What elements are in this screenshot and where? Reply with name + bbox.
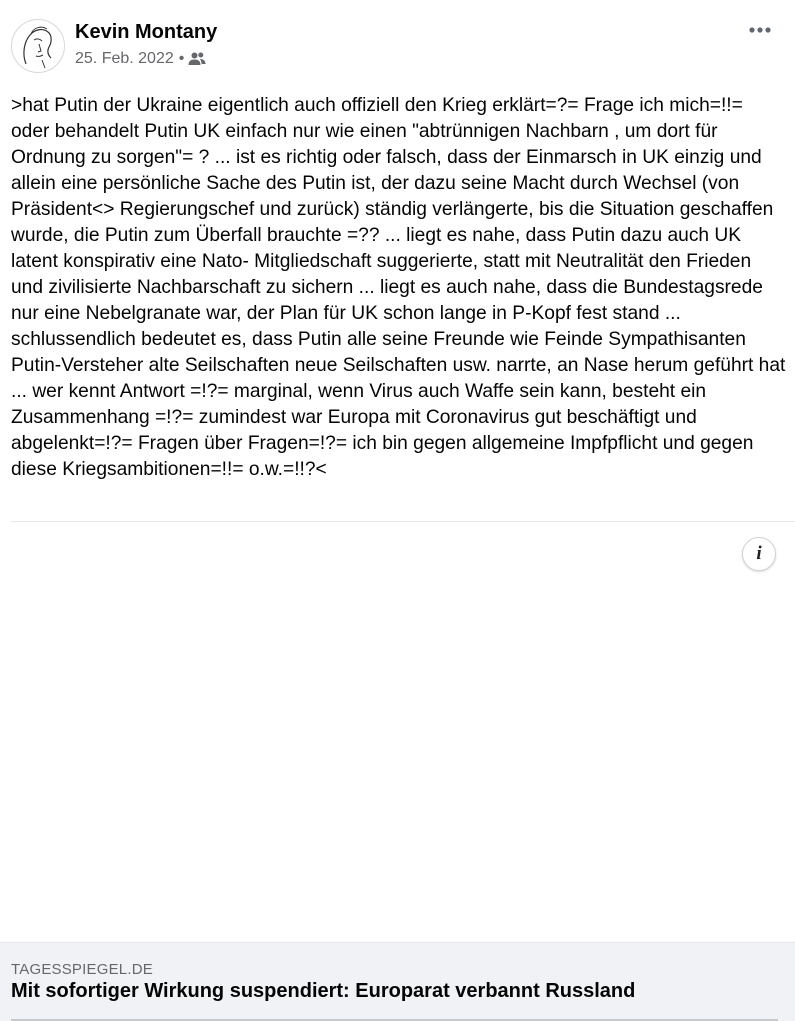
post-text: >hat Putin der Ukraine eigentlich auch offiziell den Krieg erklärt=?= Frage ich mich=!!= oder behandelt Putin UK einfach nur wie einen "abtrünnigen Nachbarn , um dort für Ordnung zu sorgen"= ? ... ist es richtig oder falsch, dass der Einmarsch in UK einzig und allein eine persönliche Sache des Putin ist, der dazu seine Macht durch Wechsel (von Präsident<> Regierungschef und zurück) ständig verlängerte, bis die Situation geschaffen wurde, die Putin zum Überfall brauchte =?? ... liegt es nahe, dass Putin dazu auch UK latent konspirativ eine Nato- Mitgliedschaft suggerierte, statt mit Neutralität den Frieden und zivilisierte Nachbarschaft zu sichern ... liegt es auch nahe, dass die Bundestagsrede nur eine Nebelgranate war, der Plan für UK schon lange in P-Kopf fest stand ... schlussendlich bedeutet es, dass Putin alle seine Freunde wie Feinde Sympathisanten Putin-Versteher alte Seilschaften neue Seilschaften usw. narrte, an Nase herum geführt hat ... wer kennt Antwort =!?= marginal, wenn Virus auch Waffe sein kann, besteht ein Zusammenhang =!?= zumindest war Europa mit Coronavirus gut beschäftigt und abgelenkt=!?= Fragen über Fragen=!?= ich bin gegen allgemeine Impfpflicht und gegen diese Kriegsambitionen=!!= o.w.=!!?< xyxy=(11,95,786,480)
avatar[interactable] xyxy=(11,19,65,73)
friends-icon[interactable] xyxy=(188,51,206,67)
post-header xyxy=(0,0,795,90)
link-preview-card[interactable] xyxy=(0,942,795,1021)
author-name[interactable]: Kevin Montany xyxy=(75,21,218,43)
info-icon[interactable]: i xyxy=(742,537,776,571)
more-options-button[interactable] xyxy=(744,18,776,42)
divider xyxy=(11,521,795,522)
meta-separator: • xyxy=(178,50,185,67)
avatar-sketch-icon xyxy=(12,20,64,72)
post-meta xyxy=(75,49,206,69)
link-title[interactable]: Mit sofortiger Wirkung suspendiert: Europarat verbannt Russland xyxy=(11,980,636,1002)
post-date[interactable]: 25. Feb. 2022 xyxy=(75,50,174,67)
link-domain: TAGESSPIEGEL.DE xyxy=(11,961,153,978)
more-options-icon xyxy=(749,27,771,33)
